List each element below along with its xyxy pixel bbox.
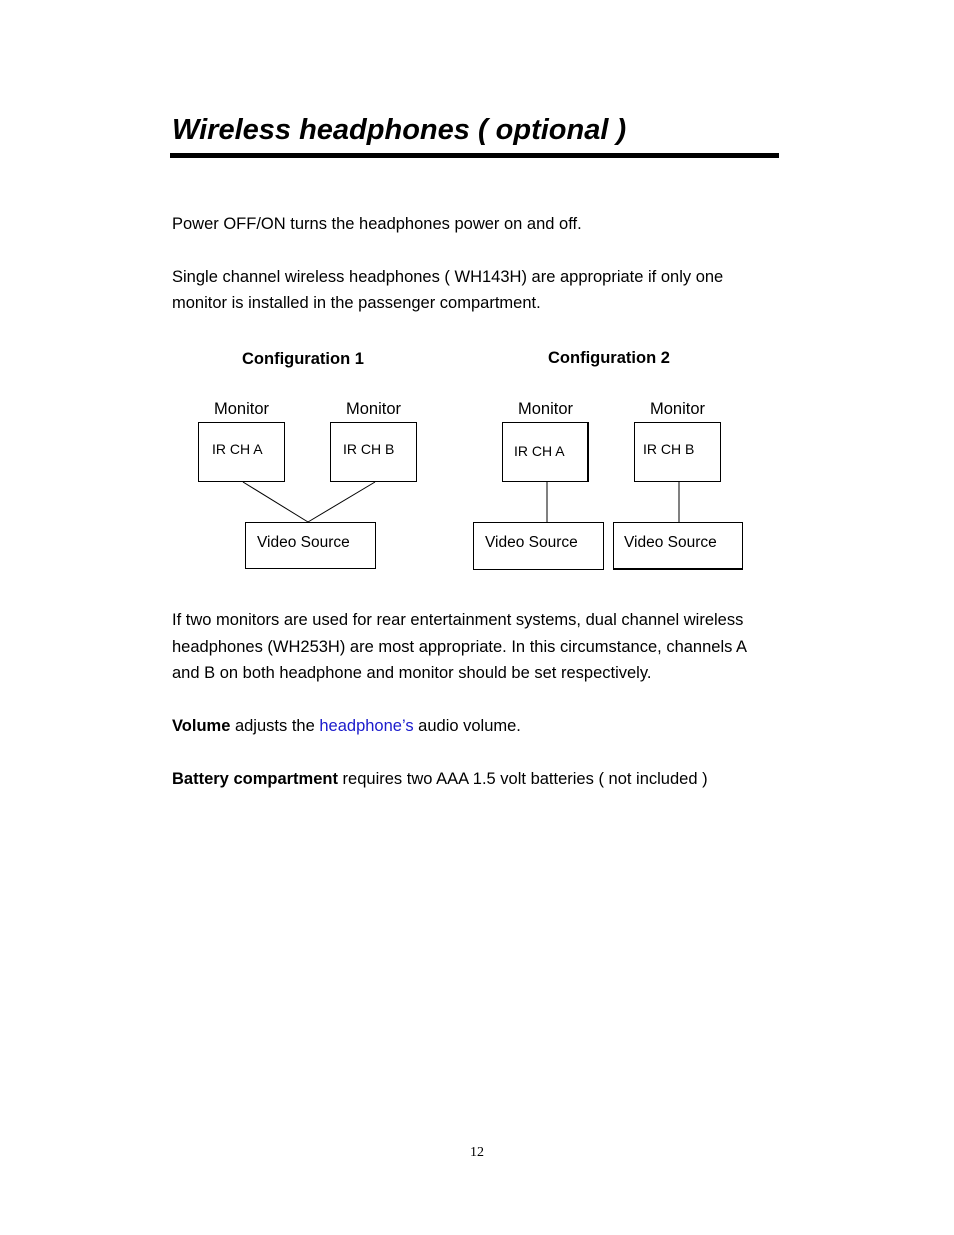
config1-video-source-box [245, 522, 376, 569]
volume-text-mid: adjusts the [230, 717, 320, 735]
config2-video-source-b-box [613, 522, 743, 570]
config1-monitor-b-label: Monitor [346, 400, 402, 418]
page-number: 12 [470, 1145, 484, 1160]
config2-monitor-a-box [502, 422, 589, 482]
config1-video-source-label: Video Source [257, 534, 350, 551]
dual-channel-paragraph-line1: If two monitors are used for rear entertainment systems, dual channel wireless [172, 611, 744, 629]
config1-connector-b [308, 482, 375, 522]
config2-monitor-a-label: Monitor [518, 400, 574, 418]
config1-label: Configuration 1 [242, 350, 364, 368]
config1-channel-a: IR CH A [212, 441, 263, 457]
battery-paragraph [172, 766, 708, 792]
config2-video-source-a-label: Video Source [485, 534, 578, 551]
volume-paragraph [172, 713, 521, 739]
battery-text: requires two AAA 1.5 volt batteries ( not included ) [337, 770, 708, 788]
single-channel-paragraph-line2: monitor is installed in the passenger compartment. [172, 294, 541, 312]
config2-channel-a: IR CH A [514, 443, 565, 459]
battery-term: Battery compartment [172, 770, 338, 788]
config1-monitor-b-box [330, 422, 417, 482]
config2-video-source-b-label: Video Source [624, 534, 717, 551]
config1-monitor-a-box [198, 422, 285, 482]
config1-channel-b: IR CH B [343, 441, 395, 457]
config2-monitor-b-box [634, 422, 721, 482]
config2-label: Configuration 2 [548, 349, 670, 367]
single-channel-paragraph-line1: Single channel wireless headphones ( WH143H) are appropriate if only one [172, 268, 724, 286]
config2-channel-b: IR CH B [643, 441, 695, 457]
dual-channel-paragraph-line3: and B on both headphone and monitor should be set respectively. [172, 664, 652, 682]
config1-monitor-a-label: Monitor [214, 400, 270, 418]
headphones-link[interactable]: headphone’s [319, 717, 414, 735]
config1-connector-a [243, 482, 308, 522]
config2-video-source-a-box [473, 522, 604, 570]
config2-monitor-b-label: Monitor [650, 400, 706, 418]
dual-channel-paragraph-line2: headphones (WH253H) are most appropriate. In this circumstance, channels A [172, 638, 748, 656]
volume-term: Volume [172, 717, 231, 735]
page-title: Wireless headphones ( optional ) [172, 114, 627, 146]
volume-text-end: audio volume. [413, 717, 521, 735]
power-paragraph: Power OFF/ON turns the headphones power on and off. [172, 215, 582, 233]
